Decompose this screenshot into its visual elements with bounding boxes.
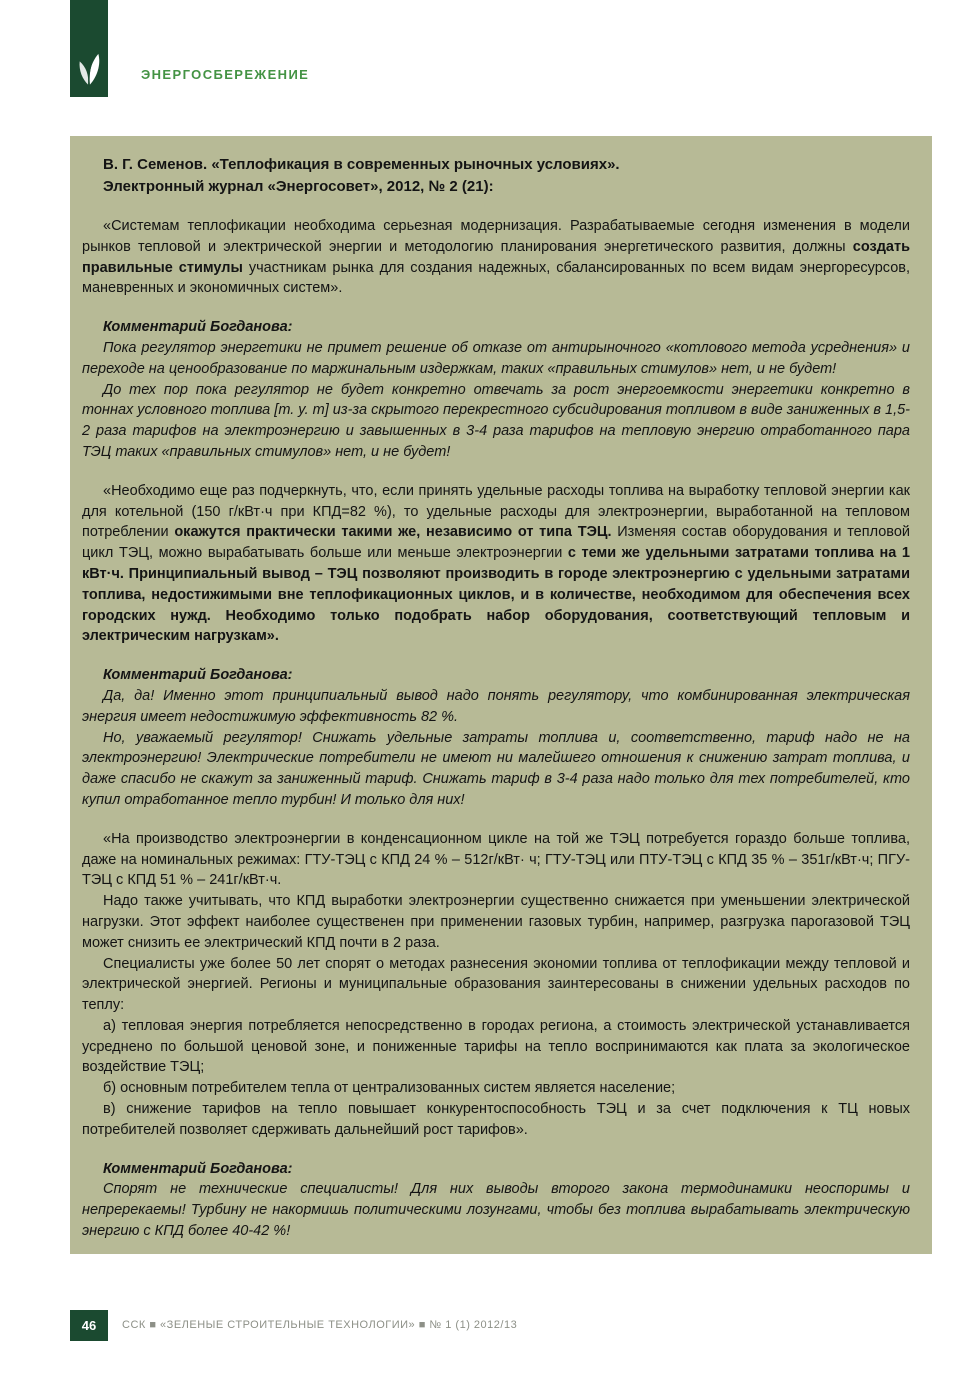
paragraph bbox=[82, 1099, 910, 1141]
text-run: Комментарий Богданова: bbox=[103, 667, 293, 684]
text-run: с теми же удельными затратами топлива на 1 кВт·ч. Принципиальный вывод – ТЭЦ позволяют производить в городе электроэнергию с удельными затратами топлива, недостижимыми вне теплофикационных циклов, и в количестве, необходимом для обеспечения всех городских нужд. Необходимо только подобрать набор оборудования, соответствующий тепловым и электрическим нагрузкам». bbox=[82, 545, 910, 645]
article-panel bbox=[70, 136, 932, 1254]
text-run: В. Г. Семенов. «Теплофикация в современных рыночных условиях». bbox=[103, 156, 620, 173]
brand-bar bbox=[70, 0, 108, 97]
text-run: Спорят не технические специалисты! Для них выводы второго закона термодинамики неоспоримы и непререкаемы! Турбину не накормишь политическими лозунгами, чтобы без топлива вырабатывать электрическую энергию с КПД более 40-42 %! bbox=[82, 1181, 910, 1240]
article-title-line bbox=[103, 176, 910, 198]
paragraph bbox=[82, 1078, 910, 1099]
paragraph bbox=[82, 1016, 910, 1078]
section-header-label: ЭНЕРГОСБЕРЕЖЕНИЕ bbox=[141, 67, 310, 82]
text-run: До тех пор пока регулятор не будет конкретно отвечать за рост энергоемкости энергетики конкретно в тоннах условного топлива [т. у. т] из-за скрытого перекрестного субсидирования топливом в виде заниженных в 1,5-2 раза тарифов на электроэнергию и завышенных в 3-4 раза тарифов на тепловую энергию отработанного пара ТЭЦ таких «правильных стимулов» нет, и не будет! bbox=[82, 381, 910, 460]
comment-heading bbox=[103, 1159, 910, 1180]
text-run: Пока регулятор энергетики не примет решение об отказе от антирыночного «котлового метода усреднения» и переходе на ценообразование по маржинальным издержкам, таких «правильных стимулов» нет, и не будет! bbox=[82, 339, 910, 377]
text-run: Комментарий Богданова: bbox=[103, 1160, 293, 1177]
comment-heading bbox=[103, 665, 910, 686]
paragraph bbox=[82, 954, 910, 1016]
text-run: «Необходимо еще раз подчеркнуть, что, если принять удельные расходы топлива на выработку тепловой энергии как для котельной (150 г/кВт·ч при КПД=82 %), то удельные расходы для электроэнергии, выработанной на тепловом потреблении bbox=[82, 482, 910, 541]
paragraph bbox=[82, 380, 910, 463]
comment-heading bbox=[103, 317, 910, 338]
text-run: окажутся практически такими же, независимо от типа ТЭЦ. bbox=[174, 524, 612, 541]
paragraph bbox=[82, 481, 910, 647]
text-run: Но, уважаемый регулятор! Снижать удельные затраты топлива и, соответственно, тариф надо не на электроэнергию! Электрические потребители не имеют ни малейшего отношения к снижению затрат топлива, и даже спасибо не скажут за заниженный тариф. Снижать тариф в 3-4 раза надо только для тех потребителей, кто купил отработанное тепло турбин! И только для них! bbox=[82, 729, 910, 808]
text-run: создать правильные стимулы bbox=[82, 238, 910, 276]
article-body bbox=[82, 154, 910, 1242]
paragraph bbox=[82, 829, 910, 891]
text-run: Да, да! Именно этот принципиальный вывод надо понять регулятору, что комбинированная электрическая энергия имеет недостижимую эффективность 82 %. bbox=[82, 687, 910, 725]
paragraph bbox=[82, 686, 910, 728]
text-run: в) снижение тарифов на тепло повышает конкурентоспособность ТЭЦ и за счет подключения к ТЦ новых потребителей позволяет сдерживать дальнейший рост тарифов». bbox=[82, 1101, 910, 1138]
text-run: участникам рынка для создания надежных, сбалансированных по всем видам энергоресурсов, маневренных и экономичных систем». bbox=[82, 259, 910, 297]
text-run: б) основным потребителем тепла от централизованных систем является население; bbox=[103, 1080, 676, 1097]
paragraph bbox=[82, 338, 910, 380]
article-title-line bbox=[103, 154, 910, 176]
paragraph bbox=[82, 728, 910, 811]
text-run: Комментарий Богданова: bbox=[103, 319, 293, 336]
paragraph bbox=[82, 891, 910, 953]
text-run: «Системам теплофикации необходима серьезная модернизация. Разрабатываемые сегодня изменения в модели рынков тепловой и электрической энергии и методологию планирования энергетического развития, должны bbox=[82, 218, 910, 255]
paragraph bbox=[82, 1179, 910, 1241]
text-run: Электронный журнал «Энергосовет», 2012, № 2 (21): bbox=[103, 178, 494, 195]
text-run: «На производство электроэнергии в конденсационном цикле на той же ТЭЦ потребуется гораздо больше топлива, даже на номинальных режимах: ГТУ-ТЭЦ с КПД 24 % – 512г/кВт· ч; ГТУ-ТЭЦ или ПТУ-ТЭЦ с КПД 35 % – 351г/кВт·ч; ПГУ-ТЭЦ с КПД 51 % – 241г/кВт·ч. bbox=[82, 830, 910, 889]
leaf-logo-icon bbox=[75, 45, 103, 87]
paragraph bbox=[82, 216, 910, 299]
text-run: Надо также учитывать, что КПД выработки электроэнергии существенно снижается при уменьшении электрической нагрузки. Этот эффект наиболее существенен при применении газовых турбин, например, разгрузка парогазовой ТЭЦ может снизить ее электрический КПД почти в 2 раза. bbox=[82, 893, 910, 951]
text-run: Специалисты уже более 50 лет спорят о методах разнесения экономии топлива от теплофикации между тепловой и электрической энергией. Регионы и муниципальные образования заинтересованы в снижении удельных расходов по теплу: bbox=[82, 955, 910, 1014]
text-run: Изменяя состав оборудования и тепловой цикл ТЭЦ, можно вырабатывать больше или меньше электроэнергии bbox=[82, 524, 910, 562]
page-number-badge: 46 bbox=[70, 1310, 108, 1341]
text-run: а) тепловая энергия потребляется непосредственно в городах региона, а стоимость электрической устанавливается усреднено по большой ценовой зоне, и пониженные тарифы на тепло воспринимаются как плата за экологическое воздействие ТЭЦ; bbox=[82, 1017, 910, 1076]
journal-footer-line: ССК ■ «ЗЕЛЕНЫЕ СТРОИТЕЛЬНЫЕ ТЕХНОЛОГИИ» ■ № 1 (1) 2012/13 bbox=[122, 1319, 518, 1331]
